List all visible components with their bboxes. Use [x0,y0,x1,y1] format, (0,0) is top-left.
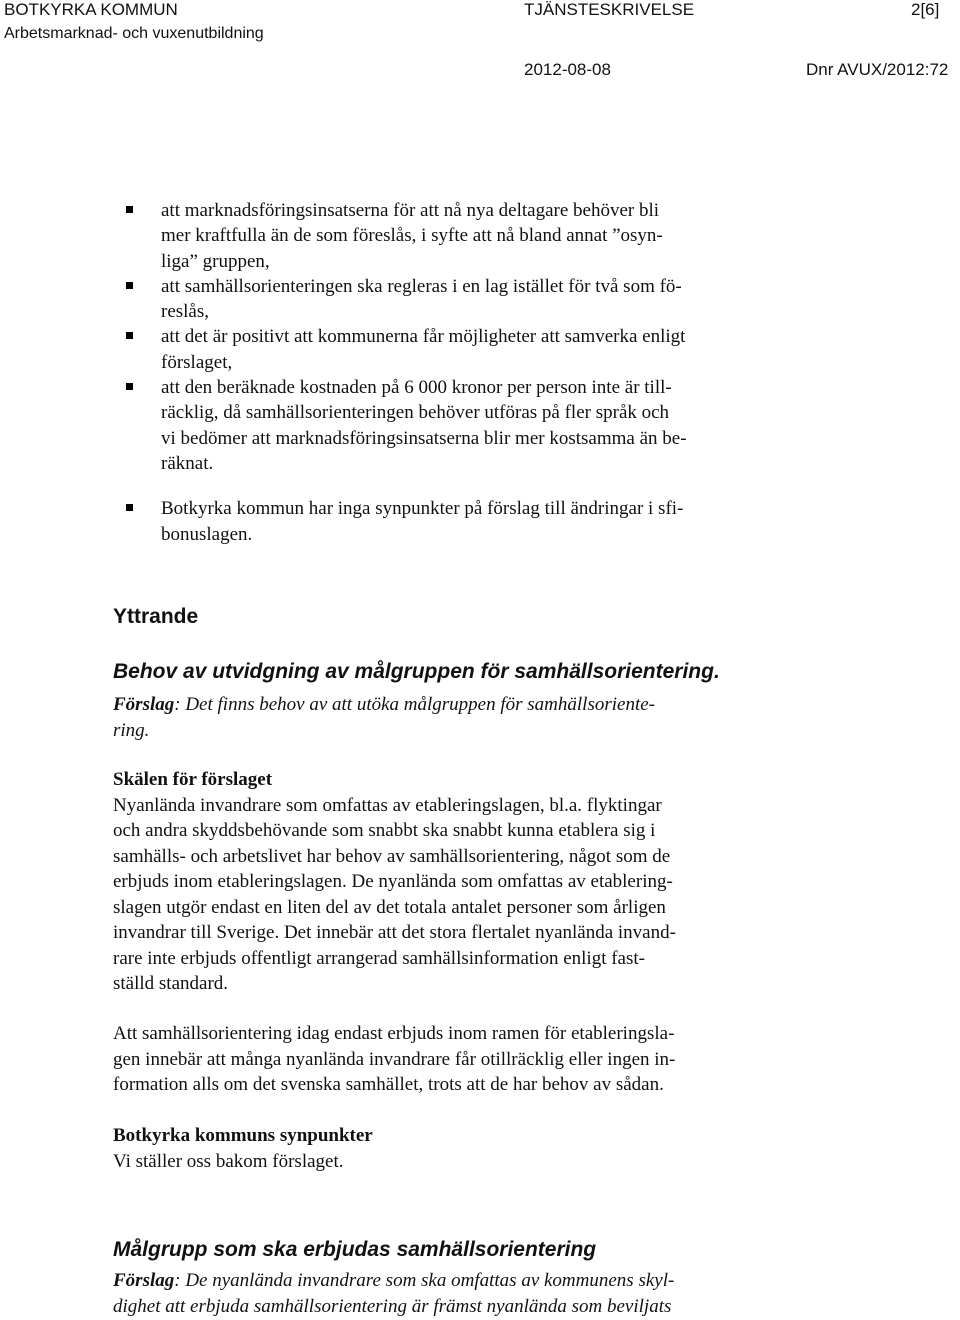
document-type: TJÄNSTESKRIVELSE [524,0,695,19]
proposal-text: Förslag: Det finns behov av att utöka målgruppen för samhällsoriente- ring. [113,694,655,741]
bullet-item: att samhällsorienteringen ska regleras i en lag istället för två som fö- reslås, [126,274,826,325]
bullet-item: att marknadsföringsinsatserna för att nå nya deltagare behöver bli mer kraftfulla än de som föreslås, i syfte att nå bland annat ”osyn- liga” gruppen, [126,198,826,274]
bullet-square-icon [126,206,133,213]
opinion-block [113,1123,813,1174]
bullet-square-icon [126,383,133,390]
department-name: Arbetsmarknad- och vuxenutbildning [4,25,264,42]
document-date: 2012-08-08 [524,60,611,79]
proposal-label: Förslag [113,1270,175,1291]
bullet-square-icon [126,332,133,339]
opinion-text: Vi ställer oss bakom förslaget. [113,1150,344,1172]
bullet-list [126,198,826,547]
document-dnr: Dnr AVUX/2012:72 [806,60,949,79]
section-title-yttrande: Yttrande [113,605,199,628]
bullet-square-icon [126,504,133,511]
bullet-item: att det är positivt att kommunerna får möjligheter att samverka enligt förslaget, [126,324,826,375]
reasons-block: Skälen för förslaget Nyanlända invandrare som omfattas av etableringslagen, bl.a. flyktingar och andra skyddsbehövande som snabbt ska snabbt kunna etablera sig i samhälls- och arbetslivet har behov av samhällsorientering, något som de erbjuds inom etableringslagen. De nyanlända som omfattas av etablering- slagen utgör endast en liten del av det totala antalet personer som årligen invandrar till Sverige. Det innebär att det stora flertalet nyanlända invand- rare inte erbjuds offentligt arrangerad samhällsinformation enligt fast- ställd standard. [113,767,813,997]
proposal-text: Förslag: De nyanlända invandrare som ska omfattas av kommunens skyl- dighet att erbjuda samhällsorientering är främst nyanlända som beviljats [113,1270,675,1317]
proposal-label: Förslag [113,694,175,715]
opinion-heading: Botkyrka kommuns synpunkter [113,1125,373,1146]
bullet-item: Botkyrka kommun har inga synpunkter på förslag till ändringar i sfi- bonuslagen. [126,496,826,547]
bullet-square-icon [126,282,133,289]
bullet-item: att den beräknade kostnaden på 6 000 kronor per person inte är till- räcklig, då samhällsorienteringen behöver utföras på fler språk och vi bedömer att marknadsföringsinsatserna blir mer kostsamma än be- räknat. [126,375,826,476]
org-name: BOTKYRKA KOMMUN [4,0,178,19]
page-number: 2[6] [911,0,940,19]
reasons-heading: Skälen för förslaget [113,769,273,790]
paragraph: Att samhällsorientering idag endast erbjuds inom ramen för etableringsla- gen innebär att många nyanlända invandrare får otillräcklig eller ingen in- formation alls om det svenska samhället, trots att de har behov av sådan. [113,1023,676,1095]
section-heading: Behov av utvidgning av målgruppen för samhällsorientering. [113,660,720,683]
section-heading: Målgrupp som ska erbjudas samhällsorientering [113,1238,597,1261]
